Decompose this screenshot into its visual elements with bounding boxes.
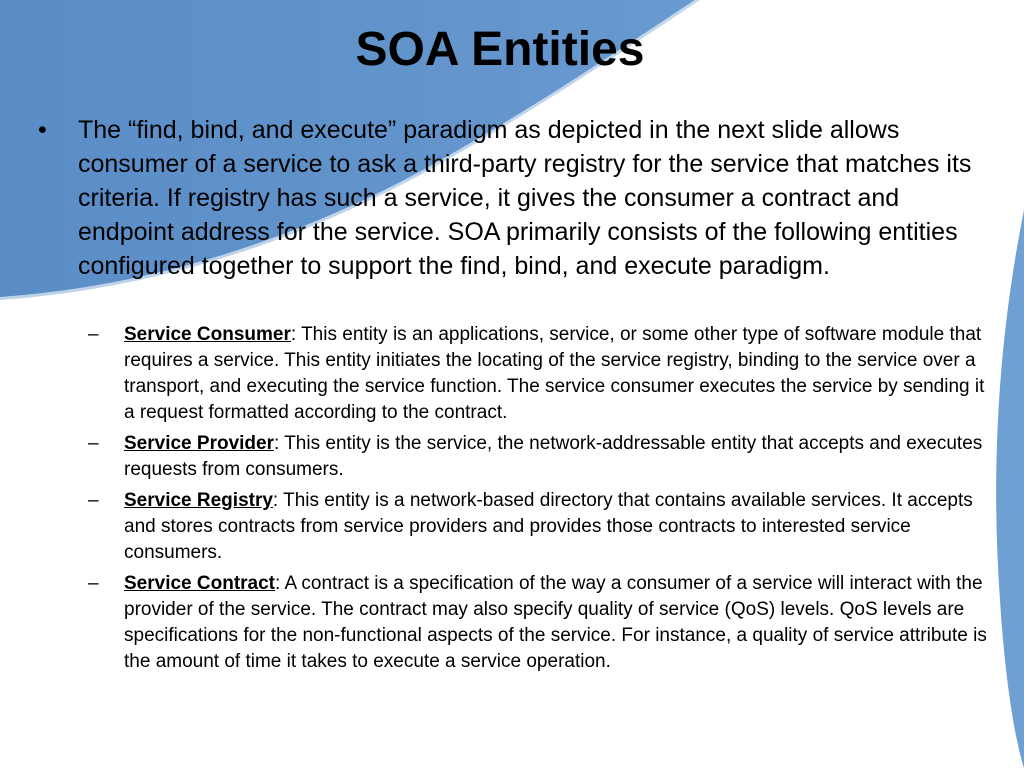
entity-term: Service Provider: [124, 433, 274, 454]
entity-term: Service Consumer: [124, 324, 291, 345]
entity-term: Service Registry: [124, 490, 273, 511]
entity-desc: : This entity is a network-based directory that contains available services. It accepts and stores contracts from service providers and provides those contracts to interested service consumers.: [124, 490, 973, 563]
dash-marker: –: [88, 573, 99, 594]
entity-service-consumer: [88, 322, 998, 426]
dash-marker: –: [88, 490, 99, 511]
entity-desc: : This entity is the service, the network-addressable entity that accepts and executes requests from consumers.: [124, 433, 983, 480]
slide-title: SOA Entities: [355, 23, 645, 76]
entity-desc: : This entity is an applications, service, or some other type of software module that requires a service. This entity initiates the locating of the service registry, binding to the service over a transport, and executing the service function. The service consumer executes the service by sending it a request formatted according to the contract.: [124, 324, 985, 423]
bullet-marker: •: [38, 116, 47, 144]
entity-term: Service Contract: [124, 573, 276, 594]
dash-marker: –: [88, 433, 99, 454]
main-bullet: [38, 113, 978, 283]
dash-marker: –: [88, 324, 99, 345]
entity-list: [88, 322, 998, 680]
entity-service-contract: [88, 571, 998, 675]
entity-service-registry: [88, 488, 998, 566]
entity-service-provider: [88, 431, 998, 483]
intro-text: The “find, bind, and execute” paradigm as depicted in the next slide allows consumer of a service to ask a third-party registry for the service that matches its criteria. If registry has such a service, it gives the consumer a contract and endpoint address for the service. SOA primarily consists of the following entities configured together to support the find, bind, and execute paradigm.: [78, 116, 972, 280]
entity-desc: : A contract is a specification of the way a consumer of a service will interact with the provider of the service. The contract may also specify quality of service (QoS) levels. QoS levels are specifications for the non-functional aspects of the service. For instance, a quality of service attribute is the amount of time it takes to execute a service operation.: [124, 573, 987, 672]
